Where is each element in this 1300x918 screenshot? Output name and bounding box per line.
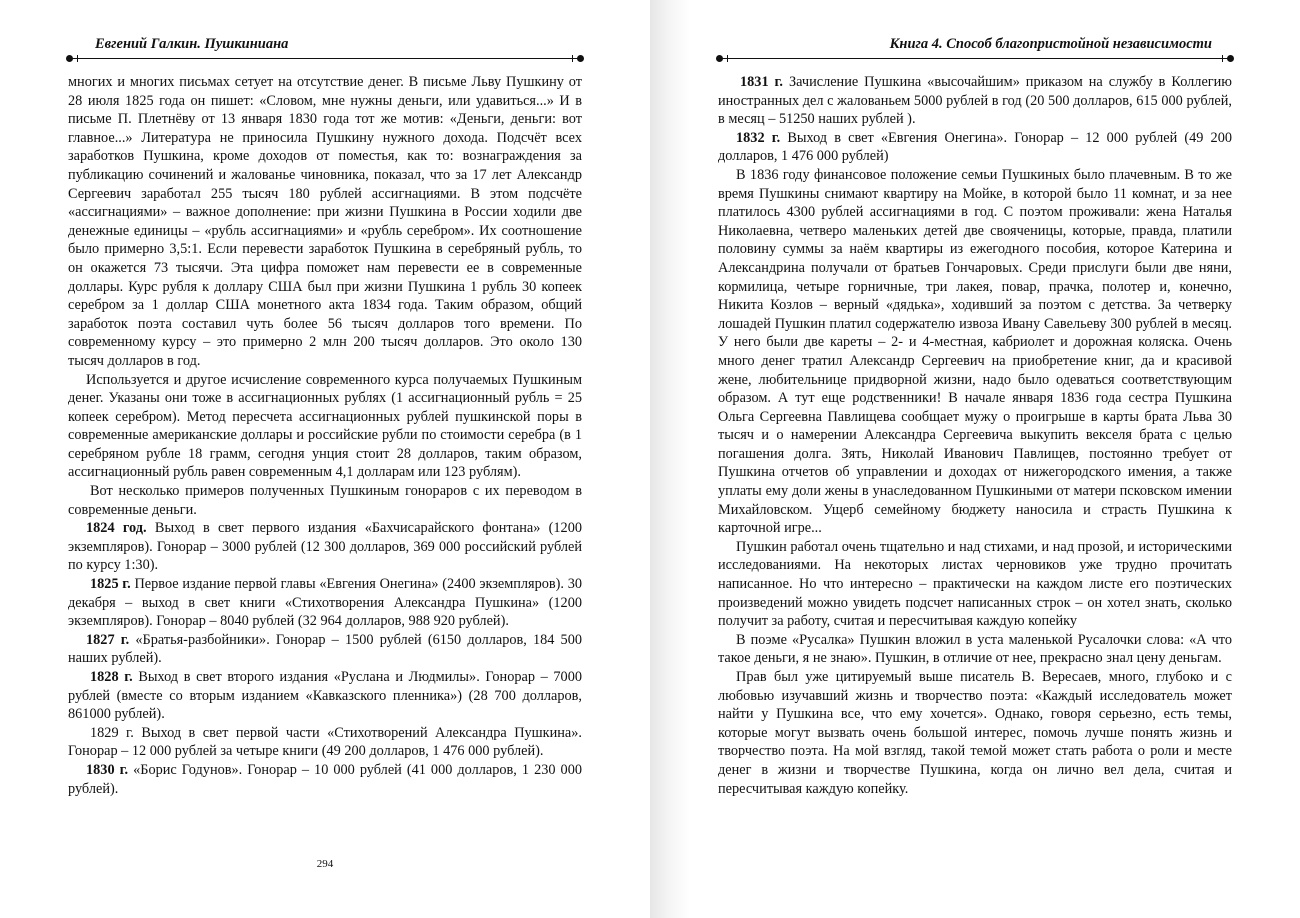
paragraph: В 1836 году финансовое положение семьи Пушкиных было плачевным. В то же время Пушкины снимают квартиру на Мойке, в которой было 11 комнат, и за нее платилось 4300 рублей ассигнациями в год. С поэтом проживали: жена Наталья Николаевна, четверо маленьких детей две свояченицы, которые, правда, платили половину суммы за наём квартиры из ежегодного пособия, которое Катерина и Александрина получали от братьев Гончаровых. Среди прислуги были две няни, кормилица, четыре горничные, три лакея, повар, прачка, полотер и, конечно, Никита Козлов – верный «дядька», ходивший за поэтом с детства. За четверку лошадей Пушкин платил содержателю извоза Ивану Савельеву 300 рублей в месяц. У него были две кареты – 2- и 4-местная, кабриолет и дорожная коляска. Очень много денег тратил Александр Сергеевич на приобретение книг, да и красивой жене, любительнице придворной жизни, надо было одеваться соответствующим образом. А тут еще родственники! В начале января 1836 года сестра Пушкина Ольга Сергеевна Павлищева сообщает мужу о проигрыше в карты брата Льва 30 тысяч и о намерении Александра Сергеевича выкупить векселя брата с целью погашения долга. Зять, Николай Иванович Павлищев, постоянно требует от Пушкина отчетов об управлении и доходах от нижегородского имения, а также уплаты ему доли жены в унаследованном Пушкиными от матери псковском имении Михайловском. Ущерб семейному бюджету наносила и страсть Пушкина к карточной игре... [718, 166, 1232, 537]
paragraph-text: Первое издание первой главы «Евгения Онегина» (2400 экземпляров). 30 декабря – выход в свет книги «Стихотворения Александра Пушкина» (1200 экземпляров). Гонорар – 8040 рублей (32 964 долларов, 988 920 рублей). [68, 576, 583, 630]
paragraph [68, 668, 582, 724]
year-label: 1831 г. [740, 74, 783, 90]
right-running-head: Книга 4. Способ благопристойной независимости [889, 36, 1212, 52]
paragraph [68, 631, 582, 668]
paragraph: Используется и другое исчисление современного курса получаемых Пушкиным денег. Указаны они тоже в ассигнационных рублях (1 ассигнационный рубль = 25 копеек серебром). Метод пересчета ассигнационных рублей пушкинской поры в современные американские доллары и российские рубли по стоимости серебра (в 1 серебряном рубле 18 грамм, сегодня унция стоит 28 долларов, таким образом, ассигнационный рубль равен современным 4,1 долларам или 123 рублям). [68, 371, 582, 481]
rule-ornament-dot [716, 55, 723, 62]
paragraph: Пушкин работал очень тщательно и над стихами, и над прозой, и историческими исследованиями. На некоторых листах черновиков уже трудно прочитать написанное. Но что интересно – практически на каждом листе его поэтических произведений можно увидеть подсчет написанных строк – он хотел знать, сколько получит за работу, считая и пересчитывая каждую копейку [718, 538, 1232, 630]
paragraph-text: Зачисление Пушкина «высочайшим» приказом на службу в Коллегию иностранных дел с жалованьем 5000 рублей в год (20 500 долларов, 615 000 рублей, в месяц – 51250 наших рублей ). [718, 74, 1232, 128]
year-label: 1825 г. [90, 576, 131, 593]
paragraph-text: «Братья-разбойники». Гонорар – 1500 рублей (6150 долларов, 184 500 наших рублей). [68, 631, 583, 667]
paragraph [718, 129, 1232, 166]
year-label: 1828 г. [90, 669, 133, 685]
paragraph-text: Выход в свет первого издания «Бахчисарайского фонтана» (1200 экземпляров). Гонорар – 3000 рублей (12 300 долларов, 369 000 российский рублей по курсу 1:30). [68, 520, 583, 574]
rule-ornament-tick [77, 55, 78, 62]
paragraph [718, 73, 1232, 129]
paragraph-text: «Борис Годунов». Гонорар – 10 000 рублей (41 000 долларов, 1 230 000 рублей). [68, 761, 582, 797]
paragraph: В поэме «Русалка» Пушкин вложил в уста маленькой Русалочки слова: «А что такое деньги, я не знаю». Пушкин, в отличие от нее, прекрасно знал цену деньгам. [718, 631, 1232, 667]
left-running-head: Евгений Галкин. Пушкиниана [95, 36, 289, 52]
rule-ornament-tick [572, 55, 573, 62]
rule-ornament-dot [577, 55, 584, 62]
right-header-rule [718, 58, 1232, 59]
paragraph [68, 519, 582, 575]
paragraph: 1829 г. Выход в свет первой части «Стихотворений Александра Пушкина». Гонорар – 12 000 рублей за четыре книги (49 200 долларов, 1 476 000 рублей). [68, 724, 582, 760]
page-number: 294 [316, 858, 334, 870]
paragraph: многих и многих письмах сетует на отсутствие денег. В письме Льву Пушкину от 28 июля 1825 года он пишет: «Словом, мне нужны деньги, или удавиться...» И в письме П. Плетнёву от 13 января 1830 года тот же мотив: «Деньги, деньги: вот главное...» Литература не приносила Пушкину нужного дохода. Подсчёт всех заработков Пушкина, кроме доходов от поместья, как то: вознаграждения за публикацию сочинений и жалованье чиновника, показал, что за 17 лет Александр Сергеевич заработал 255 тысяч 180 рублей ассигнациями. В этом подсчёте «ассигнациями» – важное дополнение: при жизни Пушкина в России ходили две денежные единицы – «рубль ассигнациями» и «рубль серебром». Их соотношение было примерно 3,5:1. Если перевести заработок Пушкина в серебряный рубль, то он окажется 73 тысячи. Эта цифра поможет нам перевести ее в современные доллары. Курс рубля к доллару США был при жизни Пушкина 1 рубль 30 копеек серебром за 1 доллар США монетного акта 1834 года. Таким образом, общий заработок поэта составил чуть более 56 тысяч долларов того времени. По современному курсу – это примерно 2 млн 200 тысяч долларов. Это около 130 тысяч долларов в год. [68, 74, 582, 369]
rule-ornament-tick [727, 55, 728, 62]
paragraph: Вот несколько примеров полученных Пушкиным гонораров с их переводом в современные деньги. [68, 483, 582, 518]
paragraph [68, 761, 582, 798]
year-label: 1827 г. [86, 631, 130, 648]
year-label: 1832 г. [736, 129, 781, 146]
year-label: 1824 год. [86, 520, 147, 537]
left-body-text [68, 73, 582, 798]
paragraph-text: Выход в свет второго издания «Руслана и Людмилы». Гонорар – 7000 рублей (вместе со вторым изданием «Кавказского пленника») (28 700 долларов, 861000 рублей). [68, 669, 582, 723]
rule-ornament-tick [1222, 55, 1223, 62]
right-body-text [718, 73, 1232, 798]
rule-ornament-dot [1227, 55, 1234, 62]
year-label: 1830 г. [86, 761, 129, 778]
right-page [650, 0, 1300, 918]
paragraph [68, 575, 582, 631]
rule-ornament-dot [66, 55, 73, 62]
paragraph: Прав был уже цитируемый выше писатель В. Вересаев, много, глубоко и с любовью изучавший жизнь и творчество поэта: «Каждый исследователь может найти у Пушкина все, что ему хочется». Однако, говоря серьезно, есть темы, которые могут вызвать очень большой интерес, помочь лучше понять жизнь и творчество поэта. На мой взгляд, такой темой может стать работа о роли и месте денег в жизни и творчестве Пушкина, когда он лично вел дела, считая и пересчитывая каждую копейку. [718, 669, 1232, 797]
left-header-rule [68, 58, 582, 59]
paragraph-text: Выход в свет «Евгения Онегина». Гонорар – 12 000 рублей (49 200 долларов, 1 476 000 рублей) [718, 129, 1232, 165]
